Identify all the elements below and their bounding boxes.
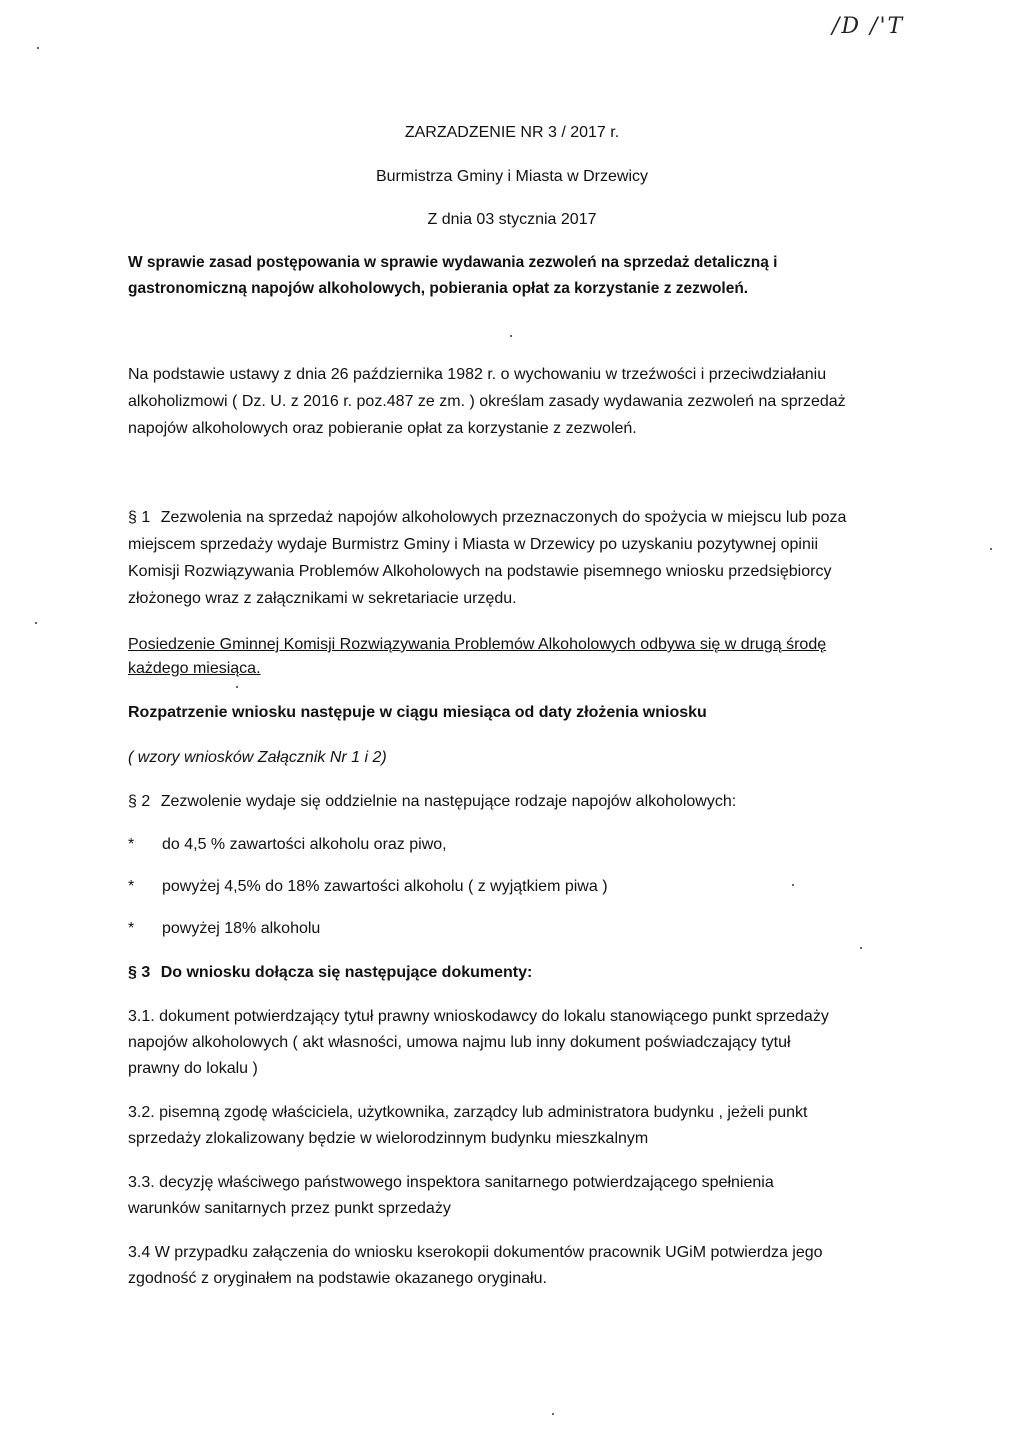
scan-speck [860,947,862,949]
review-deadline: Rozpatrzenie wniosku następuje w ciągu miesiąca od daty złożenia wniosku [128,704,707,721]
bullet-star: * [128,878,135,895]
handwritten-note: /D /'T [832,14,905,39]
list-item [128,832,447,858]
scan-speck [990,548,992,550]
preamble-line-3: napojów alkoholowych oraz pobieranie opłat za korzystanie z zezwoleń. [128,420,637,437]
section-1-line-2: miejscem sprzedaży wydaje Burmistrz Gminy i Miasta w Drzewicy po uzyskaniu pozytywnej opinii [128,536,818,553]
preamble-line-2: alkoholizmowi ( Dz. U. z 2016 r. poz.487 ze zm. ) określam zasady wydawania zezwoleń na sprzedaż [128,393,846,410]
bullet-star: * [128,836,135,853]
list-item-text: powyżej 4,5% do 18% zawartości alkoholu ( z wyjątkiem piwa ) [162,878,608,895]
list-item-text: powyżej 18% alkoholu [162,920,321,937]
item-3-2-line-2: sprzedaży zlokalizowany będzie w wielorodzinnym budynku mieszkalnym [128,1130,649,1147]
scan-speck [37,47,39,49]
item-3-4-line-2: zgodność z oryginałem na podstawie okazanego oryginału. [128,1270,547,1287]
item-3-1-line-2: napojów alkoholowych ( akt własności, umowa najmu lub inny dokument poświadczający tytuł [128,1034,791,1051]
scan-speck [552,1413,554,1415]
scan-speck [35,622,37,624]
section-1-line-1 [128,505,908,531]
subject-line-2: gastronomiczną napojów alkoholowych, pobierania opłat za korzystanie z zezwoleń. [128,280,749,297]
section-3-heading-line [128,960,908,986]
document-date: Z dnia 03 stycznia 2017 [427,211,597,228]
item-3-1-line-1: 3.1. dokument potwierdzający tytuł prawny wnioskodawcy do lokalu stanowiącego punkt sprzedaży [128,1008,829,1025]
section-1-line-4: złożonego wraz z załącznikami w sekretariacie urzędu. [128,590,517,607]
section-2-text: Zezwolenie wydaje się oddzielnie na następujące rodzaje napojów alkoholowych: [160,793,737,810]
forms-attachment-note: ( wzory wniosków Załącznik Nr 1 i 2) [128,749,387,766]
meeting-info-line-2: każdego miesiąca. [128,660,261,677]
list-item [128,916,320,942]
scan-speck [792,884,794,886]
scan-speck [510,335,512,337]
section-2-line [128,789,908,815]
preamble-line-1: Na podstawie ustawy z dnia 26 października 1982 r. o wychowaniu w trzeźwości i przeciwdziałaniu [128,366,827,383]
section-3-marker: § 3 [128,964,151,981]
subject-line-1: W sprawie zasad postępowania w sprawie wydawania zezwoleń na sprzedaż detaliczną i [128,254,778,271]
section-2-marker: § 2 [128,793,151,810]
item-3-3-line-1: 3.3. decyzję właściwego państwowego inspektora sanitarnego potwierdzającego spełnienia [128,1174,774,1191]
item-3-3-line-2: warunków sanitarnych przez punkt sprzedaży [128,1200,451,1217]
item-3-1-line-3: prawny do lokalu ) [128,1060,258,1077]
section-3-heading: Do wniosku dołącza się następujące dokumenty: [160,964,533,981]
item-3-4-line-1: 3.4 W przypadku załączenia do wniosku kserokopii dokumentów pracownik UGiM potwierdza jego [128,1244,823,1261]
item-3-2-line-1: 3.2. pisemną zgodę właściciela, użytkownika, zarządcy lub administratora budynku , jeżeli punkt [128,1104,808,1121]
meeting-info-line-1: Posiedzenie Gminnej Komisji Rozwiązywania Problemów Alkoholowych odbywa się w drugą środę [128,636,827,653]
list-item-text: do 4,5 % zawartości alkoholu oraz piwo, [162,836,447,853]
document-title: ZARZADZENIE NR 3 / 2017 r. [404,124,620,141]
section-1-text-1: Zezwolenia na sprzedaż napojów alkoholowych przeznaczonych do spożycia w miejscu lub poza [160,509,847,526]
section-1-line-3: Komisji Rozwiązywania Problemów Alkoholowych na podstawie pisemnego wniosku przedsiębiorcy [128,563,832,580]
bullet-star: * [128,920,135,937]
list-item [128,874,608,900]
section-1-marker: § 1 [128,509,151,526]
document-issuer: Burmistrza Gminy i Miasta w Drzewicy [375,168,649,185]
scan-speck [236,686,238,688]
